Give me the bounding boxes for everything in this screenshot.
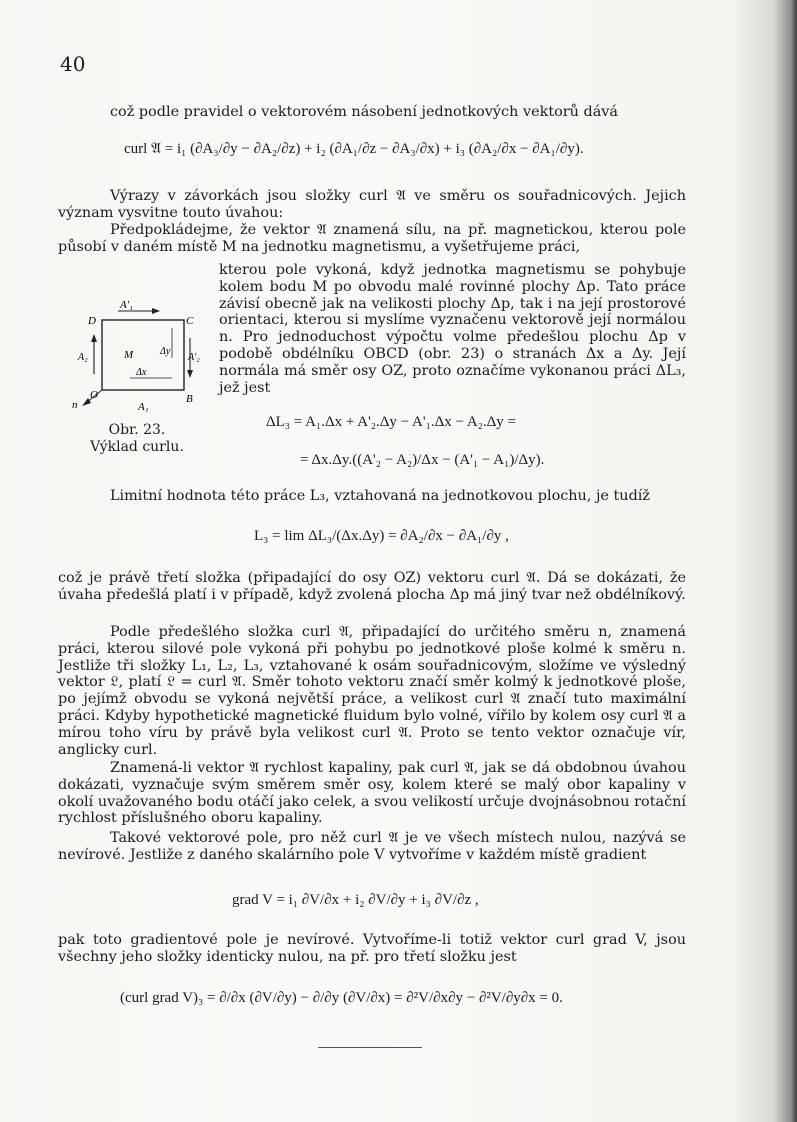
equation-dl3-line1: ΔL₃ = A₁.Δx + A'₂.Δy − A'₁.Δx − A₂.Δy = — [266, 414, 517, 430]
label-b: B — [186, 393, 193, 405]
label-a2-right: A'₂ — [188, 352, 200, 363]
label-dy: Δy — [160, 346, 171, 357]
end-rule — [318, 1047, 422, 1048]
page-number: 40 — [60, 52, 86, 76]
label-m: M — [124, 349, 134, 361]
arrow-right-head — [187, 370, 193, 378]
equation-curl: curl 𝔄 = i₁ (∂A₃/∂y − ∂A₂/∂z) + i₂ (∂A₁/∂z − ∂A₃/∂x) + i₃ (∂A₂/∂x − ∂A₁/∂y). — [124, 141, 584, 157]
label-dx: Δx — [136, 367, 147, 378]
label-a1-top: A'₁ — [120, 299, 133, 311]
paragraph-znamena: Znamená-li vektor 𝔄 rychlost kapaliny, pak curl 𝔄, jak se dá obdobnou úvahou dokázati, vyznačuje svým směrem směr osy, kolem které se malý obor kapaliny v okolí uvažovaného bodu otáčí jako celek, a svou velikostí určuje dvojnásobnou rotační rychlost příslušného oboru kapaliny. — [58, 760, 686, 827]
equation-l3-limit: L₃ = lim ΔL₃/(Δx.Δy) = ∂A₂/∂x − ∂A₁/∂y , — [254, 528, 509, 544]
equation-curl-grad: (curl grad V)₃ = ∂/∂x (∂V/∂y) − ∂/∂y (∂V/∂x) = ∂²V/∂x∂y − ∂²V/∂y∂x = 0. — [120, 990, 563, 1006]
intro-line: což podle pravidel o vektorovém násobení jednotkových vektorů dává — [110, 104, 618, 120]
arrow-left-head — [91, 334, 97, 342]
label-o: O — [90, 389, 98, 401]
figure-caption: Obr. 23. Výklad curlu. — [90, 422, 184, 455]
equation-dl3-line2: = Δx.Δy.((A'₂ − A₂)/Δx − (A'₁ − A₁)/Δy). — [300, 452, 545, 468]
paragraph-predpokladejme-top: Předpokládejme, že vektor 𝔄 znamená sílu, na př. magnetickou, kterou pole působí v daném místě M na jednotku magnetismu, a vyšetřujeme práci, — [58, 222, 686, 255]
paragraph-podle: Podle předešlého složka curl 𝔄, připadající do určitého směru n, znamená práci, kterou silové pole vykoná při pohybu po jednotkové ploše kolmé k směru n. Jestliže tři složky L₁, L₂, L₃, vztahované k osám souřadnicovým, složíme ve výsledný vektor 𝔏, platí 𝔏 = curl 𝔄. Směr tohoto vektoru značí směr kolmý k jednotkové ploše, po jejímž obvodu se vykoná největší práce, a velikost curl 𝔄 značí tuto maximální práci. Kdyby hypothetické magnetické fluidum bylo volné, vířilo by kolem osy curl 𝔄 a mírou toho víru by právě byla velikost curl 𝔄. Proto se tento vektor označuje vír, anglicky curl. — [58, 624, 686, 758]
equation-grad: grad V = i₁ ∂V/∂x + i₂ ∂V/∂y + i₃ ∂V/∂z , — [232, 892, 479, 908]
paragraph-pak: pak toto gradientové pole je nevírové. Vytvoříme-li totiž vektor curl grad V, jsou všechny jeho složky identicky nulou, na př. pro třetí složku jest — [58, 932, 686, 965]
label-d: D — [88, 315, 96, 327]
label-a1-bottom: A₁ — [138, 401, 149, 413]
paragraph-takove: Takové vektorové pole, pro něž curl 𝔄 je ve všech místech nulou, nazývá se nevírové. Jestliže z daného skalárního pole V vytvoříme v každém místě gradient — [58, 830, 686, 863]
arrow-top-head — [152, 308, 160, 314]
label-n: n — [72, 399, 78, 411]
paragraph-limitni: Limitní hodnota této práce L₃, vztahovaná na jednotkovou plochu, je tudíž — [110, 488, 650, 504]
paragraph-vyrazy: Výrazy v závorkách jsou složky curl 𝔄 ve směru os souřadnicových. Jejich význam vysvitne touto úvahou: — [58, 188, 686, 221]
paragraph-predpokladejme-side: kterou pole vykoná, když jednotka magnetismu se pohybuje kolem bodu M po obvodu malé rovinné plochy Δp. Tato práce závisí obecně jak na velikosti plochy Δp, tak i na její prostorové orientaci, kterou si myslíme vyznačenu vektorově její normálou n. Pro jednoduchost výpočtu volme předešlou plochu Δp v podobě obdélníku OBCD (obr. 23) o stranách Δx a Δy. Její normála má směr osy OZ, proto označíme vykonanou práci ΔL₃, jež jest — [219, 262, 686, 396]
label-c: C — [186, 315, 194, 327]
figure-rectangle-diagram — [72, 298, 200, 418]
label-a2-left: A₂ — [78, 352, 88, 363]
paragraph-coz: což je právě třetí složka (připadající do osy OZ) vektoru curl 𝔄. Dá se dokázati, že úvaha předešlá platí i v případě, když zvolená plocha Δp má jiný tvar než obdélníkový. — [58, 570, 686, 603]
